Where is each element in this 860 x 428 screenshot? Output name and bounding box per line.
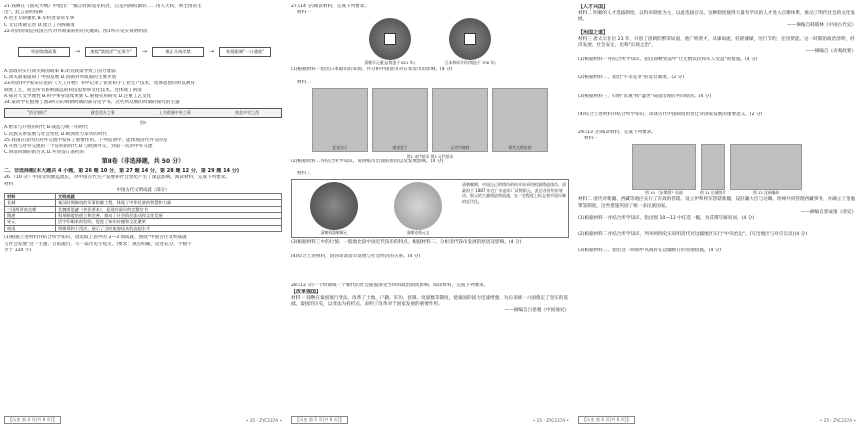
- coin-figure: [445, 18, 496, 65]
- option-line: C.文官体制完善 D.建立了内阁制度: [4, 22, 75, 28]
- figure: [730, 144, 802, 195]
- coin-image: [449, 18, 491, 60]
- coin-figure: [294, 182, 374, 235]
- section-tag: 【改革强国】: [291, 288, 322, 295]
- figure-caption: 图 11 长城图片: [699, 190, 727, 196]
- q24-25-text: [4, 125, 282, 156]
- paper-money-figures: [291, 88, 569, 152]
- question-line: (3)根据材料三，指出这一时期中央政府在边疆推行的管理措施。(4 分): [578, 248, 722, 254]
- material-source: ——摘编自韩儒林《中国古代史》: [787, 23, 856, 29]
- section-tag: 【人才兴国】: [578, 4, 609, 10]
- strip-item: "西方知识": [27, 110, 47, 116]
- section-tag: 【治国之道】: [578, 29, 609, 36]
- question-line: (2)根据材料二并结合所学知识，列举两例史实说明清代对边疆地区实行"中央治边"。(写出地区与对应官员)(4 分): [578, 232, 808, 238]
- page-footer: [578, 415, 856, 425]
- coin-figures: [291, 18, 569, 65]
- text-line: 25.我国在清代的对外交流中发挥了重要作用。下列选项中，能体现清代外交的是: [4, 137, 168, 143]
- figure-caption: 图1 宋代纸币 图2 元代纸币: [406, 153, 454, 159]
- q22-23-text: [4, 69, 282, 106]
- relief-image: [730, 144, 802, 190]
- table-title: 中国古代文明成就（部分）: [116, 187, 170, 193]
- q21-22-text: [4, 4, 282, 35]
- option-line: A.君主专制强化 B.军机处掌管军事: [4, 16, 75, 22]
- coin-caption: 日本和同开珎(铸造于 708 年): [445, 60, 496, 66]
- table-row: [5, 225, 282, 231]
- page-number: 【历史 第 6 页(共 6 页)】: [578, 416, 635, 424]
- material-label: 材料一: [584, 136, 598, 142]
- material-label: 材料: [4, 181, 14, 187]
- coin-caption: 清朝光绪元宝: [406, 230, 430, 236]
- page-footer: [291, 415, 569, 425]
- material-source: ——摘编自《贞观政要》: [805, 49, 856, 55]
- table-cell: 秦汉时期修筑的军事防御工程，体现了中华民族的智慧和力量: [56, 200, 282, 206]
- image-label: 元代中统钞: [450, 144, 470, 150]
- material-label: 材料一: [297, 10, 311, 16]
- q26-task: [4, 235, 282, 254]
- text-line: (1)根据上述材料并结合所学知识，请选取上表中的 2—3 项成就，围绕"中国古代文明成就: [4, 235, 187, 241]
- table-cell: 隋唐: [5, 213, 56, 219]
- image-label: 南宋会子: [392, 144, 408, 150]
- book-strip: [4, 108, 282, 118]
- policy-flow-diagram: [18, 37, 282, 67]
- coin-figure: [364, 18, 415, 65]
- exam-code: • 25 - ZYC237A •: [532, 417, 569, 423]
- page-6-column: [578, 4, 856, 412]
- table-cell: 科举制度的创立和完善，推动了社会阶层流动和文化发展: [56, 213, 282, 219]
- arrow-icon: →: [209, 47, 215, 55]
- text-line: 24.某同学在整理了图3所示的明朝时期的部分史学书，这些所反映的时期的探究的主题: [4, 100, 180, 106]
- text-line: 22.明清时期是我国古代对外政策转折的关键期。图1所示史实说明明清: [4, 28, 148, 34]
- achievement-table: [4, 193, 282, 232]
- strip-item: 上书借鉴中外之事: [158, 110, 191, 116]
- coin-image: [310, 182, 358, 230]
- question-line: (3)根据材料三，归纳"贞观"和"盛世"局面出现的共同原因。(4 分): [578, 93, 712, 99]
- coin-caption: 清朝开元通宝(铸造于 621 年): [364, 60, 415, 66]
- figure: [700, 144, 726, 195]
- question-line: (2)根据材料二，指出"牛等竞争"的选官制度。(2 分): [578, 75, 684, 81]
- option-line: A.探讨天文学理性 B.科学事业延续更新 C.重视实用研究 D.注重工艺文化: [4, 93, 152, 99]
- coin-figure: [378, 182, 458, 235]
- question-line: (1)根据材料一并结合所学知识，指出商鞅变法中"让无数农民和军人受益"的措施。(4 分): [578, 57, 758, 63]
- option-line: C.民族关系发展与社会变化 D.欧洲势力来华的时代: [4, 131, 108, 137]
- material-text: 材料二 明朝的人才选拔制度，以科举制度为主，以此选拔官员。这种制度使得大量有学识的人才进入官僚体系，推动了明代社会的文化发展。: [578, 11, 856, 23]
- figure: [632, 144, 696, 195]
- section-title: 第Ⅱ卷（非选择题，共 50 分）: [101, 158, 185, 166]
- question-line: (2)根据材料二并结合所学知识，说明纸币出现的原因以及发展影响。(4 分): [291, 158, 444, 164]
- arrow-icon: →: [142, 47, 148, 55]
- exam-code: • 25 - ZYC237A •: [245, 417, 282, 423]
- material-label: 材料三: [297, 171, 311, 177]
- painting-image: [632, 144, 696, 190]
- option-line: A.清政府实行闭关锁国政策 B.闭关政策导致了国力衰弱: [4, 69, 116, 75]
- table-cell: 明清: [5, 225, 56, 231]
- arrow-icon: →: [75, 47, 81, 55]
- material-text: 材料三 唐太宗在位 23 年，开创了唐朝的繁荣局面，他广纳贤才，从谏如流，轻徭薄赋，厉行节约，任用贤能。这一时期的政治清明，经济发展，社会安定，史称"贞观之治"。: [578, 36, 855, 48]
- strip-item: 就会西方之事: [90, 110, 115, 116]
- question-line: (4)综合上述材料并结合所学知识，谈谈古代中国制度的变迁对国家发展的重要意义。(2 分): [578, 111, 763, 117]
- flow-box: 乾隆限制"一口通商": [219, 47, 271, 56]
- material-label: 材料二: [297, 79, 311, 85]
- option-line: A.开放与对外交流的一个证明的时代 B.与欧洲外交，到第一次的中外交流: [4, 144, 153, 150]
- q27-intro: 27.(14 分)阅读材料，完成下列要求。: [291, 4, 369, 9]
- flow-box: 康熙"禁南洋""迁海令": [85, 47, 137, 56]
- page-4-column: [4, 4, 282, 412]
- exam-code: • 25 - ZYC237A •: [819, 417, 856, 423]
- text-line: 出"。此言表明钱穆: [4, 10, 43, 16]
- question-line: (1)根据材料一并结合所学知识，指出图 10—12 中任选一幅，为其撰写解说词。(4 分): [578, 216, 755, 222]
- banknote-image: [492, 88, 548, 152]
- material-text: 材料二 清代对新疆、西藏等地区实行了有效的管辖。设立伊犁将军管辖新疆，设驻藏大臣与达赖、班禅共同管理西藏事务，并确立了金瓶掣签制度。这些措施巩固了统一多民族国家。: [578, 197, 856, 209]
- option-line: C.闭关政策阻碍了中国发展 D.清朝对外政策的主要矛盾: [4, 75, 117, 81]
- banknote-image: [372, 88, 428, 152]
- material-3-box: [291, 179, 569, 238]
- page-footer: [4, 415, 282, 425]
- text-line: 23.明清科学家宋应星的《天工开物》书中记录了农业和手工业生产技术，集体思想同时以教育: [4, 81, 196, 87]
- text-line: 制度工艺，而且所有影响深远的科技思想和文化技术。这体现了明清: [4, 87, 142, 93]
- material-source: ——摘编自郭成康《清史》: [800, 209, 856, 215]
- material-source: ——摘编自吕思勉《中国通史》: [504, 308, 569, 314]
- question-line: (4)综合上述材料，请你谈谈货币发展与社会经济的关系。(4 分): [291, 254, 421, 260]
- text-line: 21.钱穆在《国史大纲》中指出："雍正时期设军机处，自是内阁权渐轻……用人大权，则全由帝主: [4, 4, 202, 9]
- option-line: C.明清时期的新方式 D.共同签订条约的: [4, 150, 85, 156]
- table-header: 材料: [5, 193, 56, 199]
- table-cell: 三国两晋南北朝: [5, 206, 56, 212]
- q28-intro: 28.(12 分)一个时期或一个朝代的社会面貌深受当时的政治制度影响。阅读材料，完成下列要求。: [291, 282, 489, 288]
- question-line: (1)根据材料一指出日本铜币的来源，并分析中国货币对日本货币的影响。(4 分): [291, 67, 453, 73]
- coin-image: [369, 18, 411, 60]
- table-cell: 活字印刷术的发明，促进了知识传播和文化繁荣: [56, 219, 282, 225]
- table-cell: 长城: [5, 200, 56, 206]
- coin-caption: 清朝机器制铜元: [320, 230, 348, 236]
- q29-figures: [578, 144, 856, 195]
- text-line: 与社会发展"这一主题，自拟题目，写一篇历史小短文。(要求：观点明确，论述充分，字数不: [4, 241, 192, 247]
- section-subtitle: 二、非选择题(本大题共 4 小题，第 26 题 10 分，第 27 题 14 分，第 28 题 12 分，第 29 题 14 分): [4, 168, 240, 175]
- image-label: 北宋交子: [332, 144, 348, 150]
- option-line: A.繁荣与开放的时代 B.战乱与统一的时代: [4, 125, 89, 131]
- flow-box: 雍正开南洋禁: [152, 47, 204, 56]
- q26-intro: 26.（10 分）中国文明源远流长，对中国古代生产发展和社会变化产生了深远影响。阅读材料，完成下列要求。: [4, 175, 230, 181]
- banknote-image: [432, 88, 488, 152]
- material-text: 材料一 商鞅在秦国推行变法，改革了土地、户籍、军功、县制、度量衡等制度，使秦国的国力迅速增强，为后来统一六国奠定了坚实的基础。秦国的历史，以变法为转折点，表明了改革对于国家发展的重要作用。: [291, 295, 569, 308]
- figure-caption: 图 10 《步辇图》局部: [645, 190, 683, 196]
- figure-caption: 图3: [139, 120, 147, 126]
- banknote-image: [312, 88, 368, 152]
- page-number: 【历史 第 4 页(共 6 页)】: [4, 416, 61, 424]
- table-cell: 北魏贾思勰《齐民要术》，是现存最早的完整农书: [56, 206, 282, 212]
- page-number: 【历史 第 5 页(共 6 页)】: [291, 416, 348, 424]
- table-cell: 明朝郑和下西洋，展示了当时航海技术的高超水平: [56, 225, 282, 231]
- q29-intro: 29.(13 分)阅读材料，完成下列要求。: [578, 130, 656, 136]
- coin-image: [394, 182, 442, 230]
- question-line: (3)根据材料三中的行情，一般地比较中国近代钱币的特点。根据材料二，分析清代钱币发展的原因及影响。(4 分): [291, 240, 522, 246]
- tower-image: [701, 144, 725, 190]
- text-line: 少于 120 字): [4, 247, 32, 253]
- image-label: 明代大明宝钞: [508, 144, 532, 150]
- figure-caption: 图 12 汉画像砖: [752, 190, 780, 196]
- table-header: 文明成就: [56, 193, 282, 199]
- flow-box: 明初海禁政策: [18, 47, 70, 56]
- material-text: 清朝晚期，中国自己的铸币机构开始采用机器铸造钱币。清政府于 1887 年在广东造币厂试铸银元，此后各省纷纷效仿。银元的大量铸造和流通，在一定程度上标志着中国币制的近代化。: [462, 182, 566, 204]
- strip-item: 南北中学之西: [234, 110, 259, 116]
- page-5-column: [291, 4, 569, 412]
- table-cell: 宋元: [5, 219, 56, 225]
